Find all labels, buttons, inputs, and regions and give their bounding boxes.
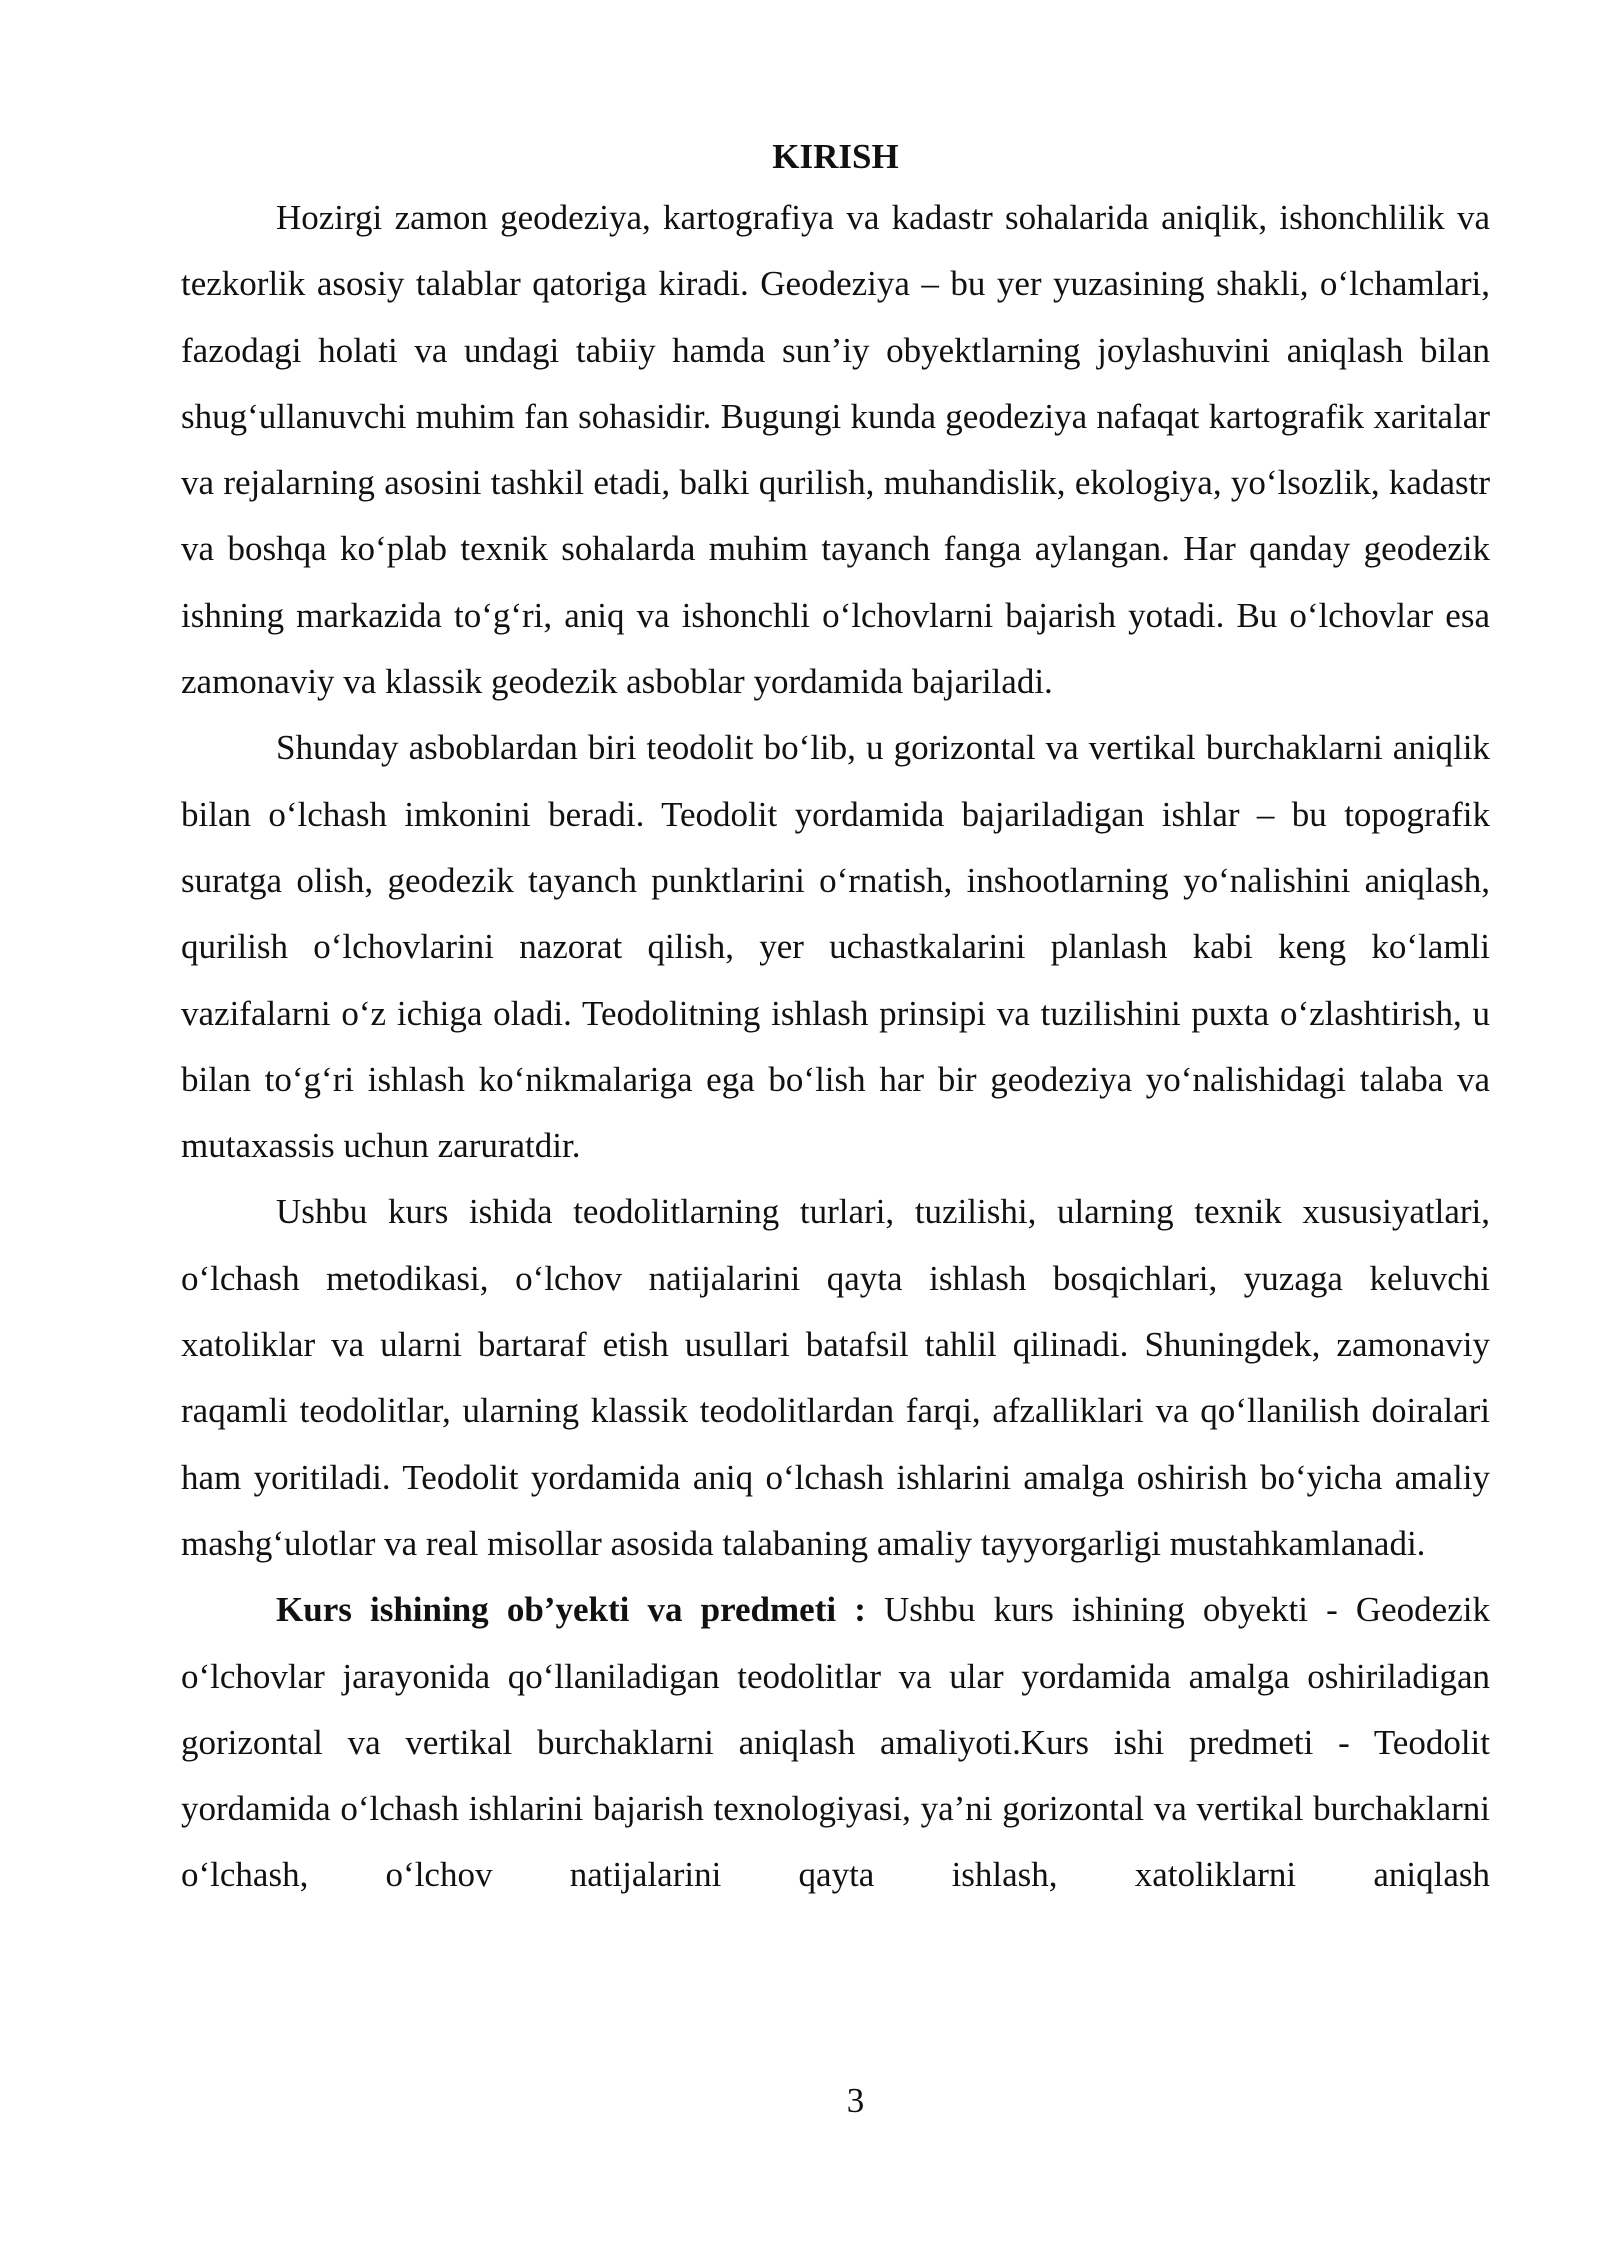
paragraph-introduction: Hozirgi zamon geodeziya, kartografiya va kadastr sohalarida aniqlik, ishonchlilik va tezkorlik asosiy talablar qatoriga kiradi. Geodeziya – bu yer yuzasining shakli, o‘lchamlari, fazodagi holati va undagi tabiiy hamda sun’iy obyektlarning joylashuvini aniqlash bilan shug‘ullanuvchi muhim fan sohasidir. Bugungi kunda geodeziya nafaqat kartografik xaritalar va rejalarning asosini tashkil etadi, balki qurilish, muhandislik, ekologiya, yo‘lsozlik, kadastr va boshqa ko‘plab texnik sohalarda muhim tayanch fanga aylangan. Har qanday geodezik ishning markazida to‘g‘ri, aniq va ishonchli o‘lchovlarni bajarish yotadi. Bu o‘lchovlar esa zamonaviy va klassik geodezik asboblar yordamida bajariladi. <box>181 198 1490 702</box>
page-content <box>181 128 1490 1909</box>
paragraph-course-content: Ushbu kurs ishida teodolitlarning turlari, tuzilishi, ularning texnik xususiyatlari, o‘lchash metodikasi, o‘lchov natijalarini qayta ishlash bosqichlari, yuzaga keluvchi xatoliklar va ularni bartaraf etish usullari batafsil tahlil qilinadi. Shuningdek, zamonaviy raqamli teodolitlar, ularning klassik teodolitlardan farqi, afzalliklari va qo‘llanilish doiralari ham yoritiladi. Teodolit yordamida aniq o‘lchash ishlarini amalga oshirish bo‘yicha amaliy mashg‘ulotlar va real misollar asosida talabaning amaliy tayyorgarligi mustahkamlanadi. <box>181 1192 1490 1563</box>
object-subject-heading: Kurs ishining ob’yekti va predmeti : <box>276 1590 866 1630</box>
paragraph-theodolite: Shunday asboblardan biri teodolit bo‘lib, u gorizontal va vertikal burchaklarni aniqlik bilan o‘lchash imkonini beradi. Teodolit yordamida bajariladigan ishlar – bu topografik suratga olish, geodezik tayanch punktlarini o‘rnatish, inshootlarning yo‘nalishini aniqlash, qurilish o‘lchovlarini nazorat qilish, yer uchastkalarini planlash kabi keng ko‘lamli vazifalarni o‘z ichiga oladi. Teodolitning ishlash prinsipi va tuzilishini puxta o‘zlashtirish, u bilan to‘g‘ri ishlash ko‘nikmalariga ega bo‘lish har bir geodeziya yo‘nalishidagi talaba va mutaxassis uchun zaruratdir. <box>181 728 1490 1166</box>
object-subject-text: Ushbu kurs ishining obyekti - Geodezik o‘lchovlar jarayonida qo‘llaniladigan teodolitlar va ular yordamida amalga oshiriladigan gorizontal va vertikal burchaklarni aniqlash amaliyoti.Kurs ishi predmeti - Teodolit yordamida o‘lchash ishlarini bajarish texnologiyasi, ya’ni gorizontal va vertikal burchaklarni o‘lchash, o‘lchov natijalarini qayta ishlash, xatoliklarni aniqlash <box>181 1590 1490 1895</box>
page-title: KIRISH <box>772 137 899 176</box>
page-number: 3 <box>846 2081 865 2120</box>
paragraph-object-subject <box>181 1577 1490 1908</box>
